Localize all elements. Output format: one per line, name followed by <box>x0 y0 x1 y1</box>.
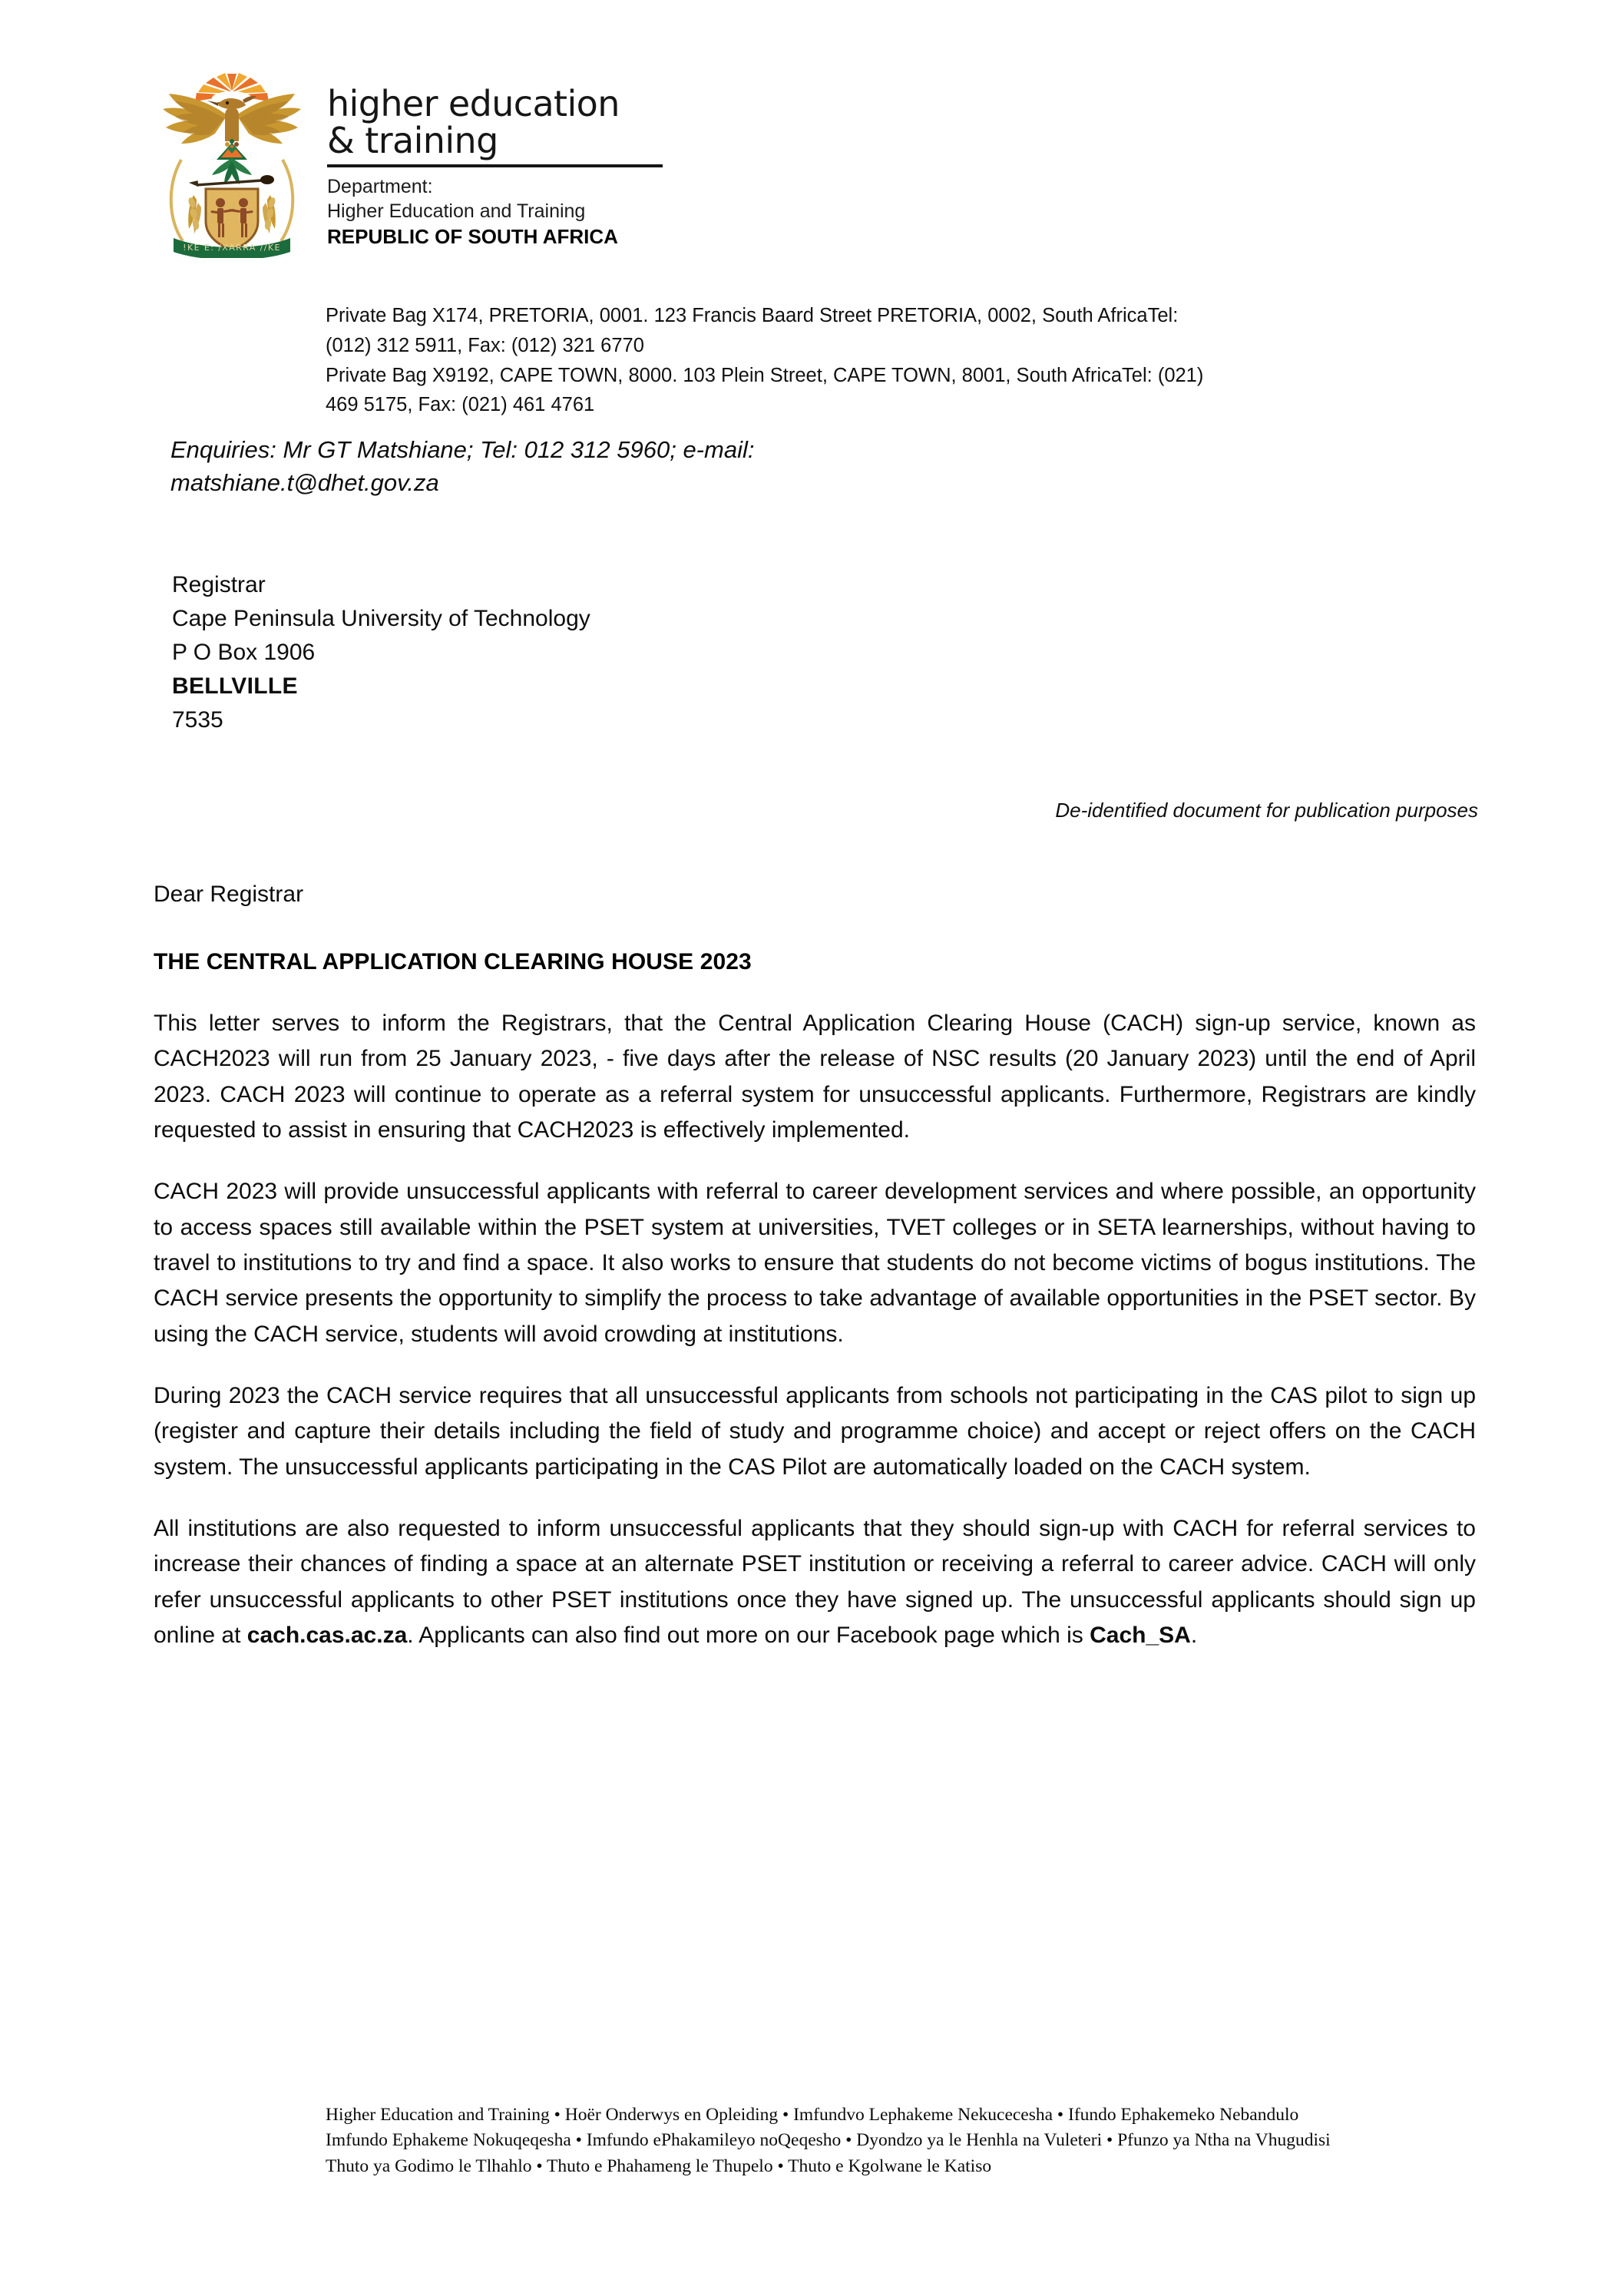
recipient-city: BELLVILLE <box>172 673 298 699</box>
facebook-page-name: Cach_SA <box>1090 1623 1191 1649</box>
recipient-postal-code: 7535 <box>172 706 223 733</box>
wordmark <box>327 68 663 249</box>
recipient-title: Registrar <box>172 572 266 597</box>
body-paragraph-1: This letter serves to inform the Registrars, that the Central Application Clearing House (CACH) sign-up service, known as CACH2023 will run from 25 January 2023, - five days after the release of NSC results (20 January 2023) until the end of April 2023. CACH 2023 will continue to operate as a referral system for unsuccessful applicants. Furthermore, Registrars are kindly requested to assist in ensuring that CACH2023 is effectively implemented. <box>154 1011 1476 1143</box>
recipient-institution: Cape Peninsula University of Technology <box>172 605 590 631</box>
postal-line: 469 5175, Fax: (021) 461 4761 <box>326 394 595 416</box>
postal-address-block <box>326 301 1324 420</box>
paragraph-4-text-part-1: All institutions are also requested to inform unsuccessful applicants that they should sign-up with CACH for referral services to increase their chances of finding a space at an alternate PSET institution or receiving a referral to career advice. CACH will only refer unsuccessful applicants to other PSET institutions once they have signed up. The unsuccessful applicants should sign up online at <box>154 1516 1476 1649</box>
coat-of-arms-motto: !KE E: /XARRA //KE <box>183 243 281 253</box>
letterhead <box>150 68 663 258</box>
wordmark-title-line2: & training <box>327 119 498 161</box>
postal-line: Private Bag X9192, CAPE TOWN, 8000. 103 Plein Street, CAPE TOWN, 8001, South AfricaTel: (021) <box>326 364 1204 386</box>
salutation: Dear Registrar <box>154 882 304 907</box>
country-name: REPUBLIC OF SOUTH AFRICA <box>327 224 618 248</box>
enquiries-block <box>170 434 1053 500</box>
footer-line-1: Higher Education and Training • Hoër Onderwys en Opleiding • Imfundvo Lephakeme Nekucecesha • Ifundo Ephakemeko Nebandulo <box>326 2105 1299 2125</box>
postal-line: (012) 312 5911, Fax: (012) 321 6770 <box>326 334 644 356</box>
cach-website-url: cach.cas.ac.za <box>246 1623 408 1649</box>
multilingual-footer <box>326 2102 1401 2179</box>
paragraph-4-text-part-2: . Applicants can also find out more on our Facebook page which is <box>407 1623 1090 1649</box>
enquiries-email: matshiane.t@dhet.gov.za <box>170 468 439 496</box>
body-paragraph-2: CACH 2023 will provide unsuccessful applicants with referral to career development services and where possible, an opportunity to access spaces still available within the PSET system at universities, TVET colleges or in SETA learnerships, without having to travel to institutions to try and find a space. It also works to ensure that students do not become victims of bogus institutions. The CACH service presents the opportunity to simplify the process to take advantage of available opportunities in the PSET sector. By using the CACH service, students will avoid crowding at institutions. <box>154 1179 1476 1347</box>
paragraph-4-text-part-3: . <box>1190 1623 1198 1649</box>
body-paragraph-4 <box>154 1511 1476 1653</box>
postal-line: Private Bag X174, PRETORIA, 0001. 123 Francis Baard Street PRETORIA, 0002, South AfricaTel: <box>326 305 1179 326</box>
footer-line-3: Thuto ya Godimo le Tlhahlo • Thuto e Phahameng le Thupelo • Thuto e Kgolwane le Katiso <box>326 2155 992 2176</box>
enquiries-line-1: Enquiries: Mr GT Matshiane; Tel: 012 312 5960; e-mail: <box>170 436 755 463</box>
department-name: Higher Education and Training <box>327 200 586 223</box>
recipient-address-block <box>172 568 1017 737</box>
south-african-coat-of-arms-icon <box>150 68 313 258</box>
footer-line-2: Imfundo Ephakeme Nokuqeqesha • Imfundo ePhakamileyo noQeqesho • Dyondzo ya le Henhla na Vuleteri • Pfunzo ya Ntha na Vhugudisi <box>326 2130 1331 2151</box>
department-label: Department: <box>327 175 433 197</box>
subject-heading: THE CENTRAL APPLICATION CLEARING HOUSE 2023 <box>154 949 752 974</box>
wordmark-divider <box>327 164 663 167</box>
wordmark-title-line1: higher education <box>327 83 620 124</box>
body-paragraph-3: During 2023 the CACH service requires that all unsuccessful applicants from schools not participating in the CAS pilot to sign up (register and capture their details including the field of study and programme choice) and accept or reject offers on the CACH system. The unsuccessful applicants participating in the CAS Pilot are automatically loaded on the CACH system. <box>154 1383 1476 1480</box>
letter-body <box>154 1006 1476 1654</box>
recipient-po-box: P O Box 1906 <box>172 639 316 665</box>
de-identified-notice: De-identified document for publication purposes <box>1055 799 1478 822</box>
